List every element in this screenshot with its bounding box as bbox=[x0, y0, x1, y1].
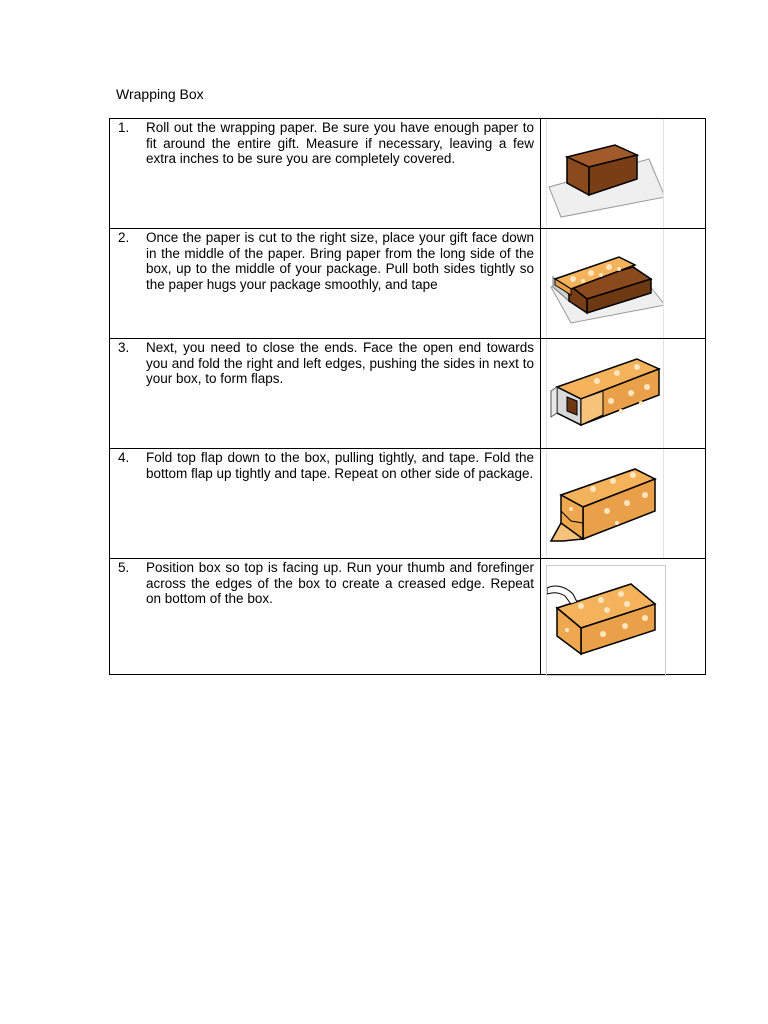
step-number: 4. bbox=[118, 450, 130, 465]
step-number: 5. bbox=[118, 560, 130, 575]
step-row bbox=[110, 559, 706, 675]
step-row bbox=[110, 119, 706, 229]
step-text: Next, you need to close the ends. Face the open end towards you and fold the right and left edges, pushing the sides in next to your box, to form flaps. bbox=[146, 340, 534, 386]
step-row bbox=[110, 449, 706, 559]
step-row bbox=[110, 229, 706, 339]
step-number: 1. bbox=[118, 120, 130, 135]
box-on-paper-icon bbox=[546, 119, 664, 228]
step-text: Roll out the wrapping paper. Be sure you have enough paper to fit around the entire gift. Measure if necessary, leaving a few extra inches to be sure you are completely covered. bbox=[146, 120, 534, 166]
box-half-wrapped-icon bbox=[546, 229, 664, 338]
step-text: Position box so top is facing up. Run your thumb and forefinger across the edges of the box to create a creased edge. Repeat on bottom of the box. bbox=[146, 560, 534, 606]
step-text: Once the paper is cut to the right size, place your gift face down in the middle of the paper. Bring paper from the long side of the box, up to the middle of your package. Pull both sides tightly so the paper hugs your package smoothly, and tape bbox=[146, 230, 534, 292]
step-text: Fold top flap down to the box, pulling tightly, and tape. Fold the bottom flap up tightly and tape. Repeat on other side of package. bbox=[146, 450, 534, 481]
step-row bbox=[110, 339, 706, 449]
open-end-flaps-icon bbox=[546, 339, 664, 448]
document-title: Wrapping Box bbox=[116, 86, 204, 102]
instructions-table bbox=[109, 118, 706, 675]
creasing-edge-icon bbox=[546, 565, 666, 676]
step-number: 2. bbox=[118, 230, 130, 245]
step-number: 3. bbox=[118, 340, 130, 355]
folded-flap-icon bbox=[546, 449, 664, 558]
